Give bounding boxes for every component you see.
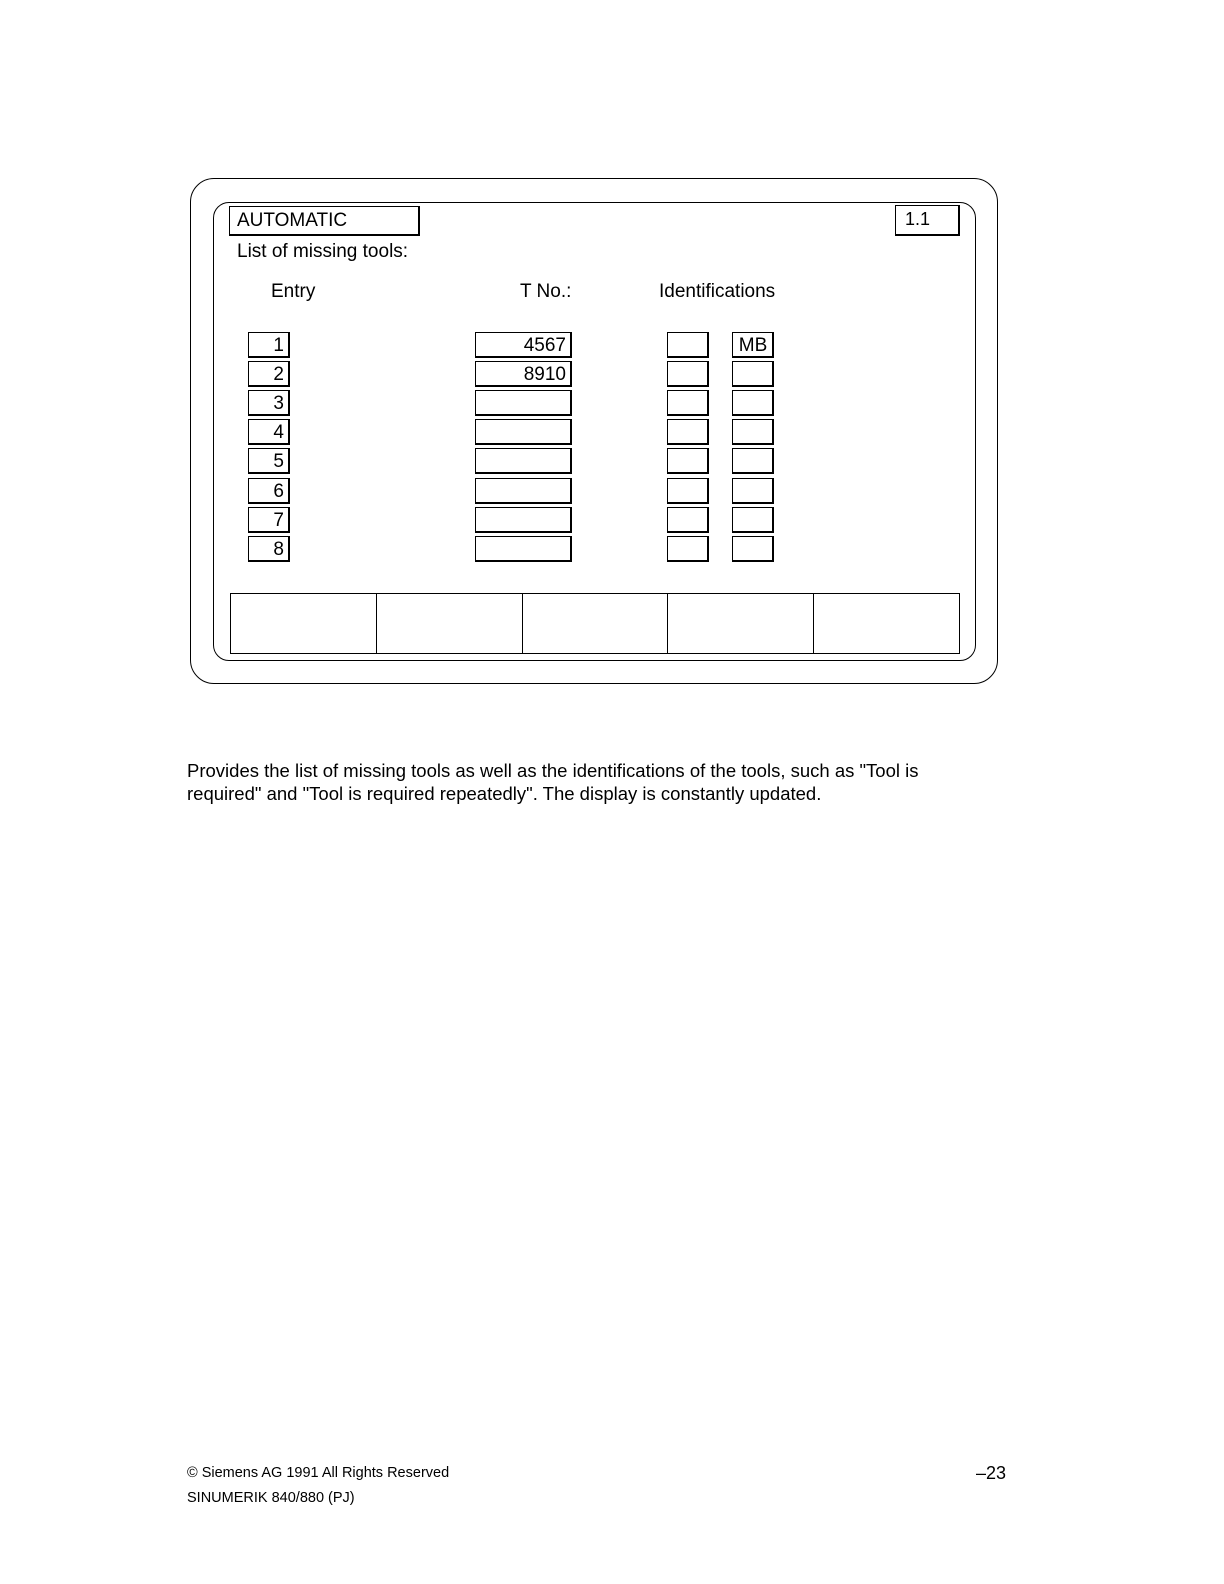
identification-field-2	[732, 390, 774, 416]
tool-number-field	[475, 390, 572, 416]
entry-number-field: 4	[248, 419, 290, 445]
header-tool-number: T No.:	[520, 281, 572, 302]
identification-field-2: MB	[732, 332, 774, 358]
entry-number-field: 5	[248, 448, 290, 474]
header-entry: Entry	[271, 281, 316, 302]
tool-number-field	[475, 507, 572, 533]
footer-copyright: © Siemens AG 1991 All Rights Reserved	[187, 1465, 450, 1481]
entry-number-field: 2	[248, 361, 290, 387]
tool-number-field	[475, 448, 572, 474]
softkey-3[interactable]	[523, 594, 669, 653]
footer-product: SINUMERIK 840/880 (PJ)	[187, 1490, 355, 1506]
entry-number-field: 8	[248, 536, 290, 562]
identification-field-1	[667, 507, 709, 533]
identification-field-1	[667, 536, 709, 562]
identification-field-1	[667, 448, 709, 474]
identification-field-1	[667, 419, 709, 445]
tool-number-field	[475, 478, 572, 504]
identification-field-1	[667, 361, 709, 387]
softkey-4[interactable]	[668, 594, 814, 653]
tool-number-field: 8910	[475, 361, 572, 387]
identification-field-2	[732, 419, 774, 445]
tool-number-field	[475, 419, 572, 445]
tool-number-field	[475, 536, 572, 562]
identification-field-2	[732, 536, 774, 562]
entry-number-field: 7	[248, 507, 290, 533]
identification-field-2	[732, 507, 774, 533]
screen-number-field: 1.1	[895, 205, 960, 236]
identification-field-2	[732, 361, 774, 387]
identification-field-1	[667, 332, 709, 358]
identification-field-1	[667, 478, 709, 504]
page-number: –23	[976, 1463, 1007, 1483]
softkey-1[interactable]	[231, 594, 377, 653]
operating-mode-field: AUTOMATIC	[229, 206, 420, 236]
softkey-bar	[230, 593, 960, 654]
identification-field-2	[732, 478, 774, 504]
tool-number-field: 4567	[475, 332, 572, 358]
softkey-2[interactable]	[377, 594, 523, 653]
identification-field-1	[667, 390, 709, 416]
header-identifications: Identifications	[659, 281, 776, 302]
entry-number-field: 1	[248, 332, 290, 358]
description-paragraph: Provides the list of missing tools as well as the identifications of the tools, such as "Tool is required" and "Tool is required repeatedly". The display is constantly updated.	[187, 760, 919, 804]
identification-field-2	[732, 448, 774, 474]
screen-title: List of missing tools:	[237, 241, 409, 262]
entry-number-field: 6	[248, 478, 290, 504]
softkey-5[interactable]	[814, 594, 959, 653]
entry-number-field: 3	[248, 390, 290, 416]
